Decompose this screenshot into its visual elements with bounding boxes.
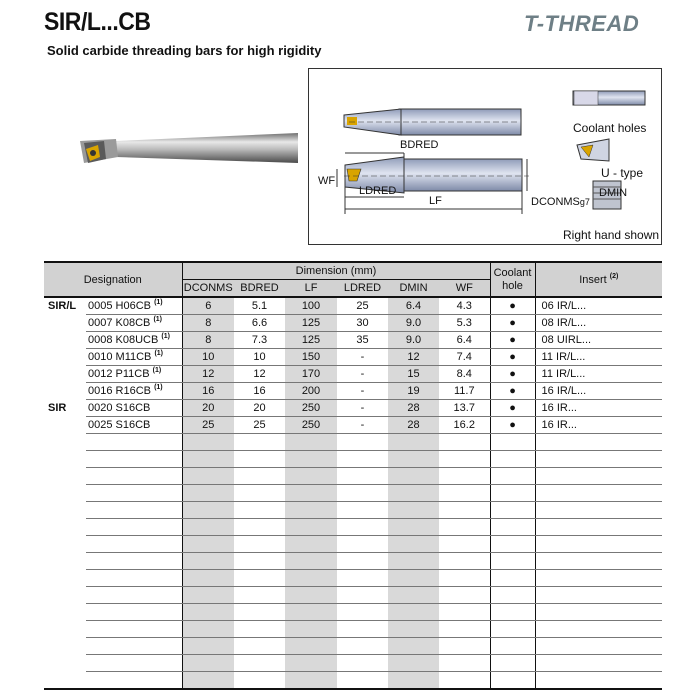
empty-row [44,587,662,604]
empty-cell [285,468,337,485]
wf-cell: 7.4 [439,349,490,366]
empty-cell [490,604,535,621]
table-header-row [44,262,662,280]
empty-cell [86,434,182,451]
empty-cell [490,587,535,604]
empty-cell [388,638,439,655]
dconms-cell: 25 [182,417,234,434]
dimension-header: Dimension (mm) [182,262,490,280]
col-dconms: DCONMS [182,280,234,298]
empty-cell [44,434,86,451]
empty-cell [44,519,86,536]
empty-cell [285,434,337,451]
empty-cell [535,553,662,570]
insert-cell: 08 UIRL... [535,332,662,349]
empty-cell [86,672,182,690]
empty-cell [535,587,662,604]
right-hand-label: Right hand shown [563,228,660,242]
empty-cell [86,536,182,553]
empty-cell [388,502,439,519]
designation-cell: 0005 H06CB $^{(1)}$ [86,297,182,315]
lf-cell: 125 [285,315,337,332]
empty-cell [234,638,285,655]
empty-cell [285,519,337,536]
empty-cell [535,519,662,536]
table-row [44,332,662,349]
bdred-cell: 16 [234,383,285,400]
empty-row [44,553,662,570]
empty-cell [439,485,490,502]
empty-cell [439,536,490,553]
empty-cell [439,519,490,536]
table-row [44,383,662,400]
series-cell: SIR [48,402,67,414]
empty-cell [535,468,662,485]
empty-row [44,604,662,621]
lf-label: LF [429,195,442,207]
empty-cell [182,451,234,468]
wf-cell: 4.3 [439,297,490,315]
empty-cell [535,434,662,451]
empty-cell [490,621,535,638]
empty-cell [86,468,182,485]
empty-cell [490,468,535,485]
empty-cell [388,570,439,587]
empty-cell [86,604,182,621]
ldred-cell: - [337,383,388,400]
lf-cell: 250 [285,400,337,417]
empty-cell [182,468,234,485]
table-row [44,366,662,383]
insert-cell: 08 IR/L... [535,315,662,332]
empty-cell [388,672,439,690]
dconms-cell: 8 [182,332,234,349]
empty-cell [44,502,86,519]
empty-cell [182,655,234,672]
designation-cell: 0020 S16CB [86,400,182,417]
empty-cell [182,536,234,553]
empty-row [44,519,662,536]
empty-cell [234,587,285,604]
empty-cell [182,672,234,690]
empty-cell [388,468,439,485]
designation-cell: 0025 S16CB [86,417,182,434]
bdred-cell: 7.3 [234,332,285,349]
empty-row [44,468,662,485]
empty-cell [86,502,182,519]
empty-cell [182,502,234,519]
dconms-label: DCONMSg7 [531,196,590,208]
empty-cell [388,536,439,553]
empty-cell [44,587,86,604]
empty-cell [535,604,662,621]
empty-cell [86,519,182,536]
coolant-holes-label: Coolant holes [573,121,647,135]
empty-cell [337,621,388,638]
brand-logo: T-THREAD [524,11,640,36]
insert-cell: 11 IR/L... [535,366,662,383]
empty-row [44,655,662,672]
empty-cell [535,502,662,519]
empty-cell [490,553,535,570]
empty-cell [337,519,388,536]
empty-cell [86,553,182,570]
empty-cell [285,451,337,468]
empty-cell [439,502,490,519]
empty-row [44,672,662,690]
empty-cell [285,621,337,638]
dmin-cell: 28 [388,400,439,417]
empty-cell [490,502,535,519]
empty-cell [535,621,662,638]
dconms-cell: 6 [182,297,234,315]
dconms-cell: 10 [182,349,234,366]
series-cell: SIR/L [48,300,77,313]
empty-cell [337,502,388,519]
empty-cell [490,672,535,690]
empty-cell [439,434,490,451]
insert-cell: 16 IR... [535,417,662,434]
empty-cell [182,638,234,655]
empty-row [44,536,662,553]
empty-cell [285,604,337,621]
wf-cell: 6.4 [439,332,490,349]
series-cell [44,417,86,434]
empty-cell [388,621,439,638]
designation-cell: 0012 P11CB $^{(1)}$ [86,366,182,383]
empty-cell [234,536,285,553]
coolant-cell: ● [490,383,535,400]
empty-cell [388,519,439,536]
empty-cell [44,553,86,570]
empty-cell [234,621,285,638]
insert-cell: 16 IR... [535,400,662,417]
table-row [44,349,662,366]
coolant-cell: ● [490,400,535,417]
empty-cell [44,621,86,638]
ldred-cell: - [337,366,388,383]
empty-cell [44,655,86,672]
empty-cell [234,604,285,621]
diagram-drawing [309,69,661,244]
empty-cell [182,570,234,587]
empty-cell [388,485,439,502]
empty-cell [86,485,182,502]
empty-row [44,621,662,638]
empty-cell [285,638,337,655]
dmin-cell: 12 [388,349,439,366]
empty-cell [535,536,662,553]
empty-cell [388,587,439,604]
empty-cell [388,553,439,570]
empty-cell [44,672,86,690]
bdred-cell: 6.6 [234,315,285,332]
bdred-cell: 25 [234,417,285,434]
empty-cell [337,570,388,587]
empty-cell [337,672,388,690]
designation-cell: 0010 M11CB $^{(1)}$ [86,349,182,366]
wf-cell: 5.3 [439,315,490,332]
dconms-cell: 16 [182,383,234,400]
bdred-cell: 5.1 [234,297,285,315]
empty-cell [86,621,182,638]
dconms-cell: 20 [182,400,234,417]
empty-cell [535,570,662,587]
insert-cell: 06 IR/L... [535,297,662,315]
page-subtitle: Solid carbide threading bars for high rigidity [47,43,322,58]
bdred-cell: 20 [234,400,285,417]
designation-cell: 0007 K08CB $^{(1)}$ [86,315,182,332]
table-row [44,315,662,332]
empty-cell [182,621,234,638]
empty-cell [182,604,234,621]
ldred-cell: - [337,400,388,417]
wf-cell: 13.7 [439,400,490,417]
empty-cell [44,485,86,502]
coolant-cell: ● [490,297,535,315]
lf-cell: 200 [285,383,337,400]
empty-cell [234,655,285,672]
coolant-cell: ● [490,349,535,366]
empty-cell [86,638,182,655]
specification-table [44,261,662,690]
product-photo [76,127,298,177]
empty-cell [234,672,285,690]
empty-cell [337,604,388,621]
empty-cell [490,451,535,468]
table-row [44,417,662,434]
table-row [44,297,662,315]
bdred-cell: 10 [234,349,285,366]
empty-cell [285,536,337,553]
empty-cell [535,655,662,672]
empty-cell [439,655,490,672]
empty-cell [388,655,439,672]
coolant-header: Coolant hole [490,262,535,297]
empty-cell [337,638,388,655]
wf-cell: 16.2 [439,417,490,434]
series-cell [44,349,86,366]
coolant-cell: ● [490,417,535,434]
dmin-cell: 9.0 [388,332,439,349]
empty-cell [285,553,337,570]
empty-cell [234,502,285,519]
empty-cell [44,604,86,621]
technical-diagram [308,68,662,245]
empty-cell [285,655,337,672]
dmin-cell: 28 [388,417,439,434]
empty-cell [86,451,182,468]
empty-cell [388,604,439,621]
empty-cell [490,655,535,672]
coolant-cell: ● [490,366,535,383]
ldred-cell: 35 [337,332,388,349]
empty-cell [490,519,535,536]
lf-cell: 125 [285,332,337,349]
bdred-cell: 12 [234,366,285,383]
bdred-label: BDRED [400,139,439,151]
empty-row [44,434,662,451]
series-cell [44,315,86,332]
empty-cell [535,672,662,690]
empty-cell [439,451,490,468]
empty-cell [490,570,535,587]
empty-cell [44,468,86,485]
empty-cell [337,655,388,672]
empty-cell [285,570,337,587]
page-title: SIR/L...CB [44,8,151,36]
dmin-cell: 15 [388,366,439,383]
empty-cell [388,434,439,451]
lf-cell: 250 [285,417,337,434]
dmin-cell: 9.0 [388,315,439,332]
dmin-label: DMIN [599,187,628,199]
wf-cell: 11.7 [439,383,490,400]
designation-cell: 0008 K08UCB $^{(1)}$ [86,332,182,349]
empty-cell [337,587,388,604]
coolant-cell: ● [490,332,535,349]
empty-cell [439,587,490,604]
empty-cell [44,451,86,468]
empty-cell [337,451,388,468]
u-type-label: U - type [601,166,644,180]
empty-cell [337,536,388,553]
empty-cell [234,553,285,570]
dmin-cell: 19 [388,383,439,400]
lf-cell: 100 [285,297,337,315]
empty-cell [234,451,285,468]
empty-cell [234,485,285,502]
insert-cell: 11 IR/L... [535,349,662,366]
empty-cell [44,638,86,655]
empty-cell [439,553,490,570]
empty-cell [44,570,86,587]
empty-cell [439,621,490,638]
dconms-cell: 12 [182,366,234,383]
empty-cell [285,502,337,519]
dmin-cell: 6.4 [388,297,439,315]
series-cell [44,332,86,349]
empty-cell [182,587,234,604]
coolant-cell: ● [490,315,535,332]
empty-cell [337,553,388,570]
empty-cell [234,519,285,536]
empty-cell [439,672,490,690]
empty-row [44,502,662,519]
empty-cell [439,638,490,655]
empty-cell [234,570,285,587]
empty-cell [86,655,182,672]
col-bdred: BDRED [234,280,285,298]
empty-cell [44,536,86,553]
empty-cell [388,451,439,468]
empty-cell [490,434,535,451]
designation-cell: 0016 R16CB $^{(1)}$ [86,383,182,400]
col-lf: LF [285,280,337,298]
empty-cell [337,485,388,502]
empty-cell [535,638,662,655]
empty-cell [234,468,285,485]
insert-cell: 16 IR/L... [535,383,662,400]
col-ldred: LDRED [337,280,388,298]
series-cell [44,383,86,400]
empty-cell [86,570,182,587]
table-row [44,400,662,417]
empty-cell [234,434,285,451]
ldred-cell: - [337,417,388,434]
ldred-cell: - [337,349,388,366]
empty-cell [439,468,490,485]
empty-cell [86,587,182,604]
empty-cell [285,587,337,604]
empty-row [44,451,662,468]
empty-cell [535,451,662,468]
empty-cell [182,553,234,570]
empty-row [44,485,662,502]
lf-cell: 170 [285,366,337,383]
designation-header: Designation [44,262,182,297]
wf-cell: 8.4 [439,366,490,383]
empty-row [44,638,662,655]
dconms-cell: 8 [182,315,234,332]
ldred-cell: 25 [337,297,388,315]
empty-cell [337,434,388,451]
empty-cell [490,485,535,502]
empty-cell [439,570,490,587]
empty-cell [439,604,490,621]
empty-cell [285,485,337,502]
empty-cell [285,672,337,690]
empty-cell [182,485,234,502]
empty-row [44,570,662,587]
ldred-label: LDRED [359,185,397,197]
series-cell [44,366,86,383]
insert-header: Insert $^{(2)}$ [535,262,662,297]
empty-cell [182,434,234,451]
empty-cell [490,536,535,553]
empty-cell [337,468,388,485]
col-wf: WF [439,280,490,298]
empty-cell [535,485,662,502]
ldred-cell: 30 [337,315,388,332]
wf-label: WF [318,175,336,187]
lf-cell: 150 [285,349,337,366]
empty-cell [182,519,234,536]
col-dmin: DMIN [388,280,439,298]
empty-cell [490,638,535,655]
